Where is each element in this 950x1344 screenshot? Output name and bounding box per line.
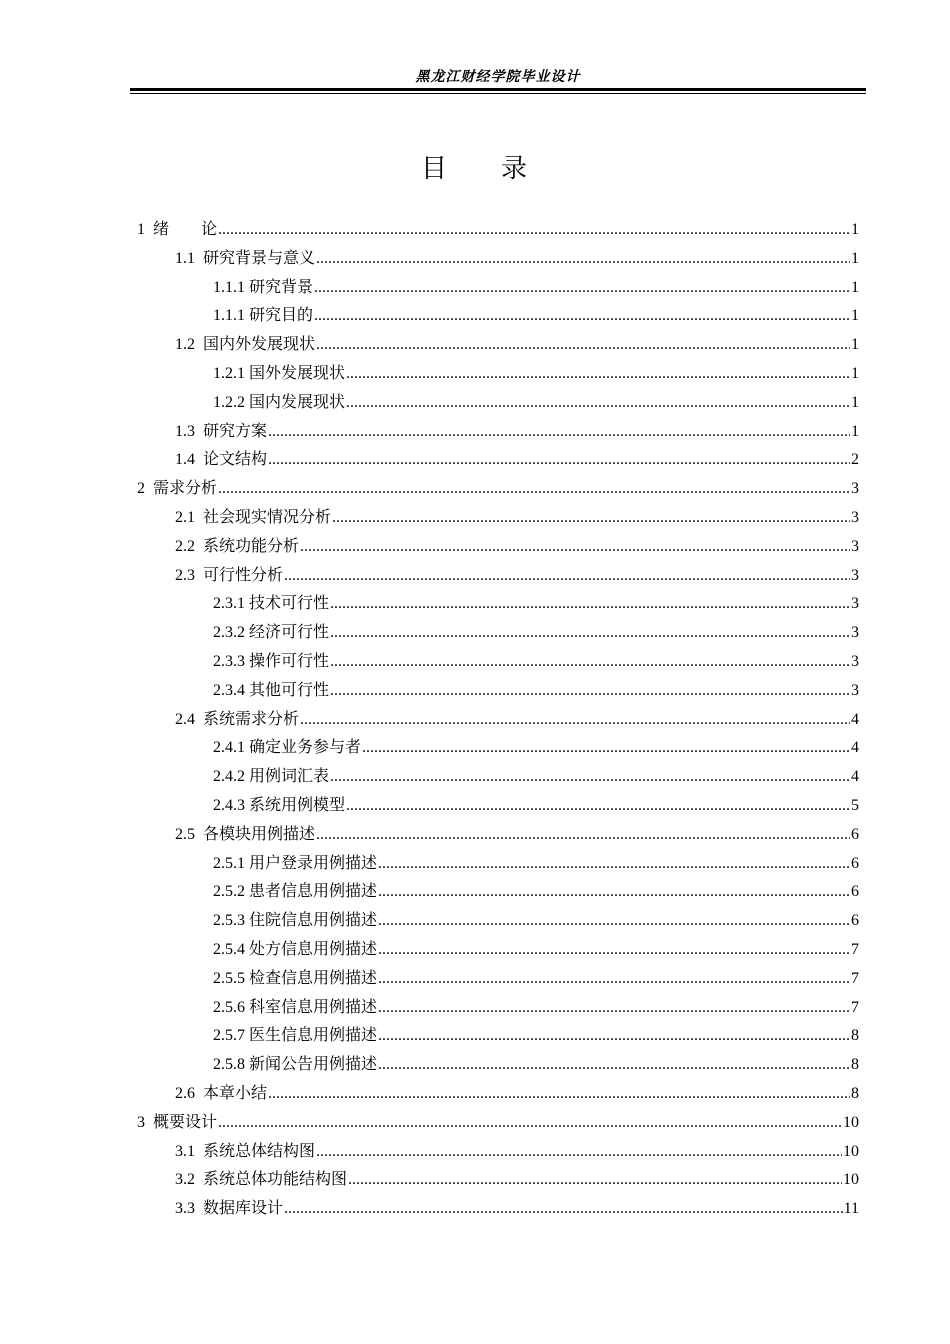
toc-entry-text: 科室信息用例描述 <box>249 998 378 1016</box>
toc-entry-number: 2.3.4 <box>213 681 245 699</box>
toc-entry-page: 1 <box>851 393 859 411</box>
toc-entry-page: 7 <box>851 998 859 1016</box>
toc-entry-spacer <box>145 475 153 504</box>
toc-dot-leader <box>314 274 850 303</box>
toc-entry-text: 确定业务参与者 <box>249 739 362 757</box>
toc-entry[interactable] <box>137 245 859 274</box>
toc-entry-spacer <box>195 504 203 533</box>
toc-entry-page: 10 <box>843 1171 859 1189</box>
toc-entry-number: 2.5.1 <box>213 854 245 872</box>
toc-entry-text: 操作可行性 <box>249 652 330 670</box>
toc-entry-page: 5 <box>851 796 859 814</box>
toc-entry-page: 1 <box>851 364 859 382</box>
toc-entry-number: 2.5.5 <box>213 969 245 987</box>
toc-entry-number: 2.4.2 <box>213 768 245 786</box>
toc-entry-text: 患者信息用例描述 <box>249 883 378 901</box>
toc-entry[interactable] <box>137 216 859 245</box>
toc-entry-number: 3.1 <box>175 1142 195 1160</box>
toc-entry-number: 3 <box>137 1113 145 1131</box>
toc-dot-leader <box>268 418 850 447</box>
toc-entry-text: 系统需求分析 <box>203 710 300 728</box>
toc-dot-leader <box>378 936 850 965</box>
toc-entry-text: 国内外发展现状 <box>203 336 316 354</box>
toc-dot-leader <box>316 245 850 274</box>
toc-dot-leader <box>362 734 850 763</box>
toc-entry[interactable] <box>137 850 859 879</box>
toc-title-char-1: 目 <box>420 154 449 184</box>
toc-entry[interactable] <box>137 936 859 965</box>
header-rule-thin <box>130 93 866 94</box>
toc-dot-leader <box>284 562 850 591</box>
toc-entry-number: 2.3.1 <box>213 595 245 613</box>
toc-entry-page: 4 <box>851 739 859 757</box>
toc-entry-text: 研究背景 <box>249 278 314 296</box>
toc-entry[interactable] <box>137 965 859 994</box>
toc-entry-number: 2.4 <box>175 710 195 728</box>
toc-entry-text: 系统功能分析 <box>203 537 300 555</box>
toc-entry-text: 论文结构 <box>203 451 268 469</box>
toc-entry-text: 经济可行性 <box>249 624 330 642</box>
toc-entry-number: 2.3.2 <box>213 624 245 642</box>
toc-entry-text: 可行性分析 <box>203 566 284 584</box>
toc-entry-spacer <box>195 1138 203 1167</box>
toc-entry-text: 系统总体功能结构图 <box>203 1171 348 1189</box>
toc-entry-page: 8 <box>851 1027 859 1045</box>
toc-entry-text: 新闻公告用例描述 <box>249 1056 378 1074</box>
toc-entry-text: 研究方案 <box>203 422 268 440</box>
toc-entry-spacer <box>195 706 203 735</box>
toc-entry-number: 1.2.2 <box>213 393 245 411</box>
toc-entry-text: 研究目的 <box>249 307 314 325</box>
toc-entry-number: 2.5 <box>175 825 195 843</box>
toc-entry-page: 3 <box>851 508 859 526</box>
toc-entry-page: 3 <box>851 537 859 555</box>
toc-entry-spacer <box>145 216 153 245</box>
toc-entry[interactable] <box>137 389 859 418</box>
toc-entry[interactable] <box>137 619 859 648</box>
toc-entry-spacer <box>195 418 203 447</box>
toc-entry-number: 2.3 <box>175 566 195 584</box>
toc-dot-leader <box>346 360 850 389</box>
toc-dot-leader <box>346 792 850 821</box>
toc-entry[interactable] <box>137 1022 859 1051</box>
toc-entry[interactable] <box>137 648 859 677</box>
toc-entry-page: 3 <box>851 681 859 699</box>
toc-entry[interactable] <box>137 878 859 907</box>
toc-entry-page: 1 <box>851 249 859 267</box>
toc-entry-text: 概要设计 <box>153 1113 218 1131</box>
toc-dot-leader <box>316 821 850 850</box>
toc-entry-page: 10 <box>843 1113 859 1131</box>
toc-entry-page: 10 <box>843 1142 859 1160</box>
toc-entry-page: 3 <box>851 624 859 642</box>
toc-entry-page: 8 <box>851 1056 859 1074</box>
toc-entry-page: 6 <box>851 883 859 901</box>
toc-entry-number: 1.3 <box>175 422 195 440</box>
toc-entry-number: 2.6 <box>175 1084 195 1102</box>
toc-entry[interactable] <box>137 302 859 331</box>
toc-entry-page: 3 <box>851 566 859 584</box>
toc-entry-number: 1.1.1 <box>213 307 245 325</box>
toc-entry-page: 2 <box>851 451 859 469</box>
toc-entry[interactable] <box>137 1080 859 1109</box>
toc-entry[interactable] <box>137 533 859 562</box>
toc-entry-spacer <box>145 1109 153 1138</box>
toc-entry-text: 国外发展现状 <box>249 364 346 382</box>
toc-entry[interactable] <box>137 763 859 792</box>
toc-entry[interactable] <box>137 1166 859 1195</box>
toc-entry[interactable] <box>137 792 859 821</box>
toc-dot-leader <box>378 1051 850 1080</box>
toc-entry-page: 1 <box>851 422 859 440</box>
toc-entry-page: 7 <box>851 940 859 958</box>
toc-dot-leader <box>330 677 850 706</box>
toc-entry-spacer <box>195 562 203 591</box>
toc-entry-text: 社会现实情况分析 <box>203 508 332 526</box>
toc-dot-leader <box>300 706 850 735</box>
toc-dot-leader <box>348 1166 842 1195</box>
toc-entry-page: 1 <box>851 307 859 325</box>
toc-entry-spacer <box>195 821 203 850</box>
toc-dot-leader <box>378 907 850 936</box>
toc-entry-page: 8 <box>851 1084 859 1102</box>
toc-entry-number: 2.5.3 <box>213 912 245 930</box>
toc-dot-leader <box>378 1022 850 1051</box>
toc-entry-text: 住院信息用例描述 <box>249 912 378 930</box>
toc-entry[interactable] <box>137 1109 859 1138</box>
toc-entry-page: 7 <box>851 969 859 987</box>
toc-entry[interactable] <box>137 677 859 706</box>
toc-entry-text: 国内发展现状 <box>249 393 346 411</box>
toc-entry[interactable] <box>137 907 859 936</box>
toc-dot-leader <box>332 504 850 533</box>
toc-entry-number: 2.5.8 <box>213 1056 245 1074</box>
toc-dot-leader <box>346 389 850 418</box>
toc-entry-number: 1.2 <box>175 336 195 354</box>
toc-entry[interactable] <box>137 360 859 389</box>
toc-dot-leader <box>218 216 850 245</box>
toc-dot-leader <box>378 994 850 1023</box>
toc-dot-leader <box>330 763 850 792</box>
toc-entry-page: 11 <box>843 1200 859 1218</box>
toc-entry-text: 处方信息用例描述 <box>249 940 378 958</box>
toc-entry-text: 研究背景与意义 <box>203 249 316 267</box>
toc-entry-spacer <box>195 1195 203 1224</box>
toc-entry-number: 2.3.3 <box>213 652 245 670</box>
toc-dot-leader <box>330 648 850 677</box>
toc-entry[interactable] <box>137 1051 859 1080</box>
toc-dot-leader <box>218 1109 842 1138</box>
toc-entry-page: 6 <box>851 854 859 872</box>
toc-entry-text: 系统总体结构图 <box>203 1142 316 1160</box>
toc-dot-leader <box>300 533 850 562</box>
toc-entry-spacer <box>195 1166 203 1195</box>
toc-dot-leader <box>316 331 850 360</box>
toc-entry-page: 3 <box>851 480 859 498</box>
toc-entry-number: 1.1.1 <box>213 278 245 296</box>
toc-dot-leader <box>378 850 850 879</box>
toc-dot-leader <box>218 475 850 504</box>
toc-entry-number: 2.1 <box>175 508 195 526</box>
toc-entry-spacer <box>195 1080 203 1109</box>
toc-entry-text: 其他可行性 <box>249 681 330 699</box>
toc-entry-text: 检查信息用例描述 <box>249 969 378 987</box>
toc-entry-spacer <box>195 245 203 274</box>
toc-entry-text: 医生信息用例描述 <box>249 1027 378 1045</box>
toc-entry-page: 1 <box>851 336 859 354</box>
toc-entry-page: 6 <box>851 825 859 843</box>
toc-dot-leader <box>268 1080 850 1109</box>
toc-dot-leader <box>378 878 850 907</box>
toc-entry-number: 2.5.4 <box>213 940 245 958</box>
toc-entry-spacer <box>195 446 203 475</box>
toc-entry-page: 4 <box>851 768 859 786</box>
toc-dot-leader <box>330 590 850 619</box>
table-of-contents <box>137 216 859 1224</box>
toc-entry[interactable] <box>137 706 859 735</box>
toc-entry-spacer <box>195 533 203 562</box>
toc-entry[interactable] <box>137 418 859 447</box>
toc-entry-page: 1 <box>851 278 859 296</box>
toc-entry-number: 1.4 <box>175 451 195 469</box>
toc-title <box>0 148 950 185</box>
toc-entry[interactable] <box>137 475 859 504</box>
toc-entry[interactable] <box>137 821 859 850</box>
toc-entry-number: 2 <box>137 480 145 498</box>
toc-entry-text: 各模块用例描述 <box>203 825 316 843</box>
toc-entry-number: 1.2.1 <box>213 364 245 382</box>
header-rule-thick <box>130 88 866 91</box>
toc-dot-leader <box>284 1195 843 1224</box>
toc-entry-number: 2.4.3 <box>213 796 245 814</box>
toc-entry-number: 2.4.1 <box>213 739 245 757</box>
toc-entry-text: 用例词汇表 <box>249 768 330 786</box>
toc-entry[interactable] <box>137 504 859 533</box>
toc-dot-leader <box>268 446 850 475</box>
toc-entry[interactable] <box>137 446 859 475</box>
toc-entry-text: 需求分析 <box>153 480 218 498</box>
toc-dot-leader <box>330 619 850 648</box>
toc-entry-number: 3.2 <box>175 1171 195 1189</box>
toc-entry-number: 2.5.2 <box>213 883 245 901</box>
toc-entry-page: 3 <box>851 595 859 613</box>
toc-entry-spacer <box>195 331 203 360</box>
toc-entry-page: 3 <box>851 652 859 670</box>
toc-entry[interactable] <box>137 1138 859 1167</box>
toc-entry[interactable] <box>137 590 859 619</box>
toc-entry-number: 1.1 <box>175 249 195 267</box>
toc-entry-text: 系统用例模型 <box>249 796 346 814</box>
toc-entry-number: 2.5.7 <box>213 1027 245 1045</box>
toc-entry[interactable] <box>137 994 859 1023</box>
toc-entry-text: 本章小结 <box>203 1084 268 1102</box>
toc-entry[interactable] <box>137 562 859 591</box>
toc-title-char-2: 录 <box>501 154 530 184</box>
toc-entry-text: 技术可行性 <box>249 595 330 613</box>
toc-entry-text: 用户登录用例描述 <box>249 854 378 872</box>
toc-entry-page: 1 <box>851 221 859 238</box>
toc-entry-page: 6 <box>851 912 859 930</box>
toc-entry[interactable] <box>137 331 859 360</box>
toc-dot-leader <box>314 302 850 331</box>
toc-entry-text: 绪 论 <box>153 221 218 238</box>
toc-entry-number: 3.3 <box>175 1200 195 1218</box>
toc-entry-number: 1 <box>137 221 145 238</box>
toc-entry[interactable] <box>137 274 859 303</box>
toc-entry-page: 4 <box>851 710 859 728</box>
toc-entry[interactable] <box>137 734 859 763</box>
page-header: 黑龙江财经学院毕业设计 <box>415 69 581 85</box>
toc-dot-leader <box>316 1138 842 1167</box>
toc-entry-number: 2.2 <box>175 537 195 555</box>
toc-entry-number: 2.5.6 <box>213 998 245 1016</box>
toc-entry[interactable] <box>137 1195 859 1224</box>
toc-entry-text: 数据库设计 <box>203 1200 284 1218</box>
toc-dot-leader <box>378 965 850 994</box>
